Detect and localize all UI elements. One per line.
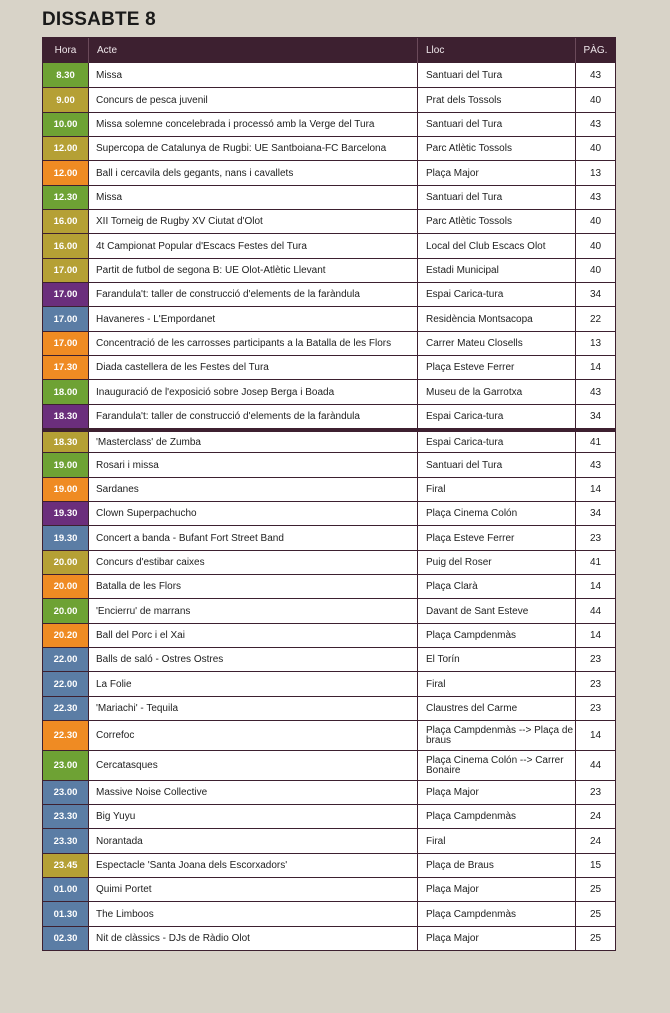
page-cell: 23	[589, 654, 602, 665]
table-row	[43, 926, 615, 950]
location-cell: Claustres del Carme	[418, 697, 576, 720]
location-cell: Parc Atlètic Tossols	[418, 210, 576, 233]
event-cell: Cercatasques	[89, 751, 418, 780]
table-row	[43, 804, 615, 828]
location-cell: Plaça Cinema Colón --> Carrer Bonaire	[418, 751, 576, 780]
page-cell: 23	[589, 678, 602, 690]
table-row	[43, 112, 615, 136]
table-row	[43, 501, 615, 525]
table-row	[43, 355, 615, 379]
time-cell: 20.00	[43, 599, 89, 623]
location-cell: Local del Club Escacs Olot	[418, 234, 576, 258]
location-cell: Santuari del Tura	[418, 63, 576, 87]
event-cell: Big Yuyu	[89, 805, 418, 828]
time-cell: 10.00	[43, 113, 89, 136]
table-row	[43, 379, 615, 404]
table-row	[43, 853, 615, 877]
location-cell: Firal	[418, 478, 576, 501]
table-row	[43, 233, 615, 258]
event-cell: Ball del Porc i el Xai	[89, 624, 418, 647]
time-cell: 23.30	[43, 805, 89, 828]
page-cell: 43	[589, 192, 602, 203]
location-cell: Plaça de Braus	[418, 854, 576, 877]
location-cell: Espai Carica-tura	[418, 283, 576, 306]
location-cell: Prat dels Tossols	[418, 88, 576, 112]
location-cell: Plaça Campdenmàs	[418, 624, 576, 647]
time-cell: 17.00	[43, 259, 89, 282]
location-cell: Carrer Mateu Closells	[418, 332, 576, 355]
location-cell: Espai Carica-tura	[418, 405, 576, 428]
event-cell: Diada castellera de les Festes del Tura	[89, 356, 418, 379]
location-cell: Plaça Clarà	[418, 575, 576, 598]
time-cell: 16.00	[43, 210, 89, 233]
page-cell: 25	[589, 908, 602, 920]
page-cell: 44	[589, 760, 602, 771]
event-cell: Correfoc	[89, 721, 418, 750]
page-cell: 43	[589, 386, 602, 398]
time-cell: 12.00	[43, 137, 89, 160]
page-cell: 23	[589, 532, 602, 544]
event-cell: Nit de clàssics - DJs de Ràdio Olot	[89, 927, 418, 950]
event-cell: Supercopa de Catalunya de Rugbi: UE Santboiana-FC Barcelona	[89, 137, 418, 160]
page-cell: 14	[589, 581, 602, 592]
event-cell: Missa	[89, 63, 418, 87]
page-cell: 14	[589, 484, 602, 495]
page-cell: 24	[589, 811, 602, 822]
time-cell: 12.30	[43, 186, 89, 209]
location-cell: Plaça Major	[418, 927, 576, 950]
location-cell: Firal	[418, 829, 576, 853]
time-cell: 19.00	[43, 478, 89, 501]
event-cell: Rosari i missa	[89, 453, 418, 477]
event-cell: Missa	[89, 186, 418, 209]
event-cell: The Limboos	[89, 902, 418, 926]
page-cell: 41	[589, 557, 602, 568]
header-hora: Hora	[43, 38, 89, 63]
location-cell: Davant de Sant Esteve	[418, 599, 576, 623]
page-cell: 41	[589, 436, 602, 448]
page-cell: 23	[589, 787, 602, 798]
time-cell: 22.00	[43, 672, 89, 696]
event-cell: Partit de futbol de segona B: UE Olot-Atlètic Llevant	[89, 259, 418, 282]
time-cell: 12.00	[43, 161, 89, 185]
location-cell: Santuari del Tura	[418, 453, 576, 477]
event-cell: Farandula't: taller de construcció d'elements de la faràndula	[89, 405, 418, 428]
location-cell: El Torín	[418, 648, 576, 671]
page-cell: 22	[589, 313, 602, 325]
table-row	[43, 428, 615, 452]
table-row	[43, 901, 615, 926]
page-cell: 13	[589, 167, 602, 179]
time-cell: 20.00	[43, 575, 89, 598]
event-cell: Concurs d'estibar caixes	[89, 551, 418, 574]
location-cell: Plaça Esteve Ferrer	[418, 356, 576, 379]
location-cell: Plaça Esteve Ferrer	[418, 526, 576, 550]
event-cell: 'Mariachi' - Tequila	[89, 697, 418, 720]
time-cell: 18.00	[43, 380, 89, 404]
location-cell: Plaça Campdenmàs --> Plaça de braus	[418, 721, 576, 750]
page-cell: 40	[589, 216, 602, 227]
table-row	[43, 185, 615, 209]
table-row	[43, 477, 615, 501]
table-row	[43, 647, 615, 671]
location-cell: Museu de la Garrotxa	[418, 380, 576, 404]
header-lloc: Lloc	[418, 38, 576, 63]
time-cell: 02.30	[43, 927, 89, 950]
page-cell: 43	[589, 459, 602, 471]
page-cell: 25	[589, 933, 602, 944]
table-row	[43, 160, 615, 185]
time-cell: 16.00	[43, 234, 89, 258]
event-cell: 'Encierru' de marrans	[89, 599, 418, 623]
schedule-table	[42, 37, 616, 951]
location-cell: Plaça Major	[418, 781, 576, 804]
location-cell: Plaça Campdenmàs	[418, 902, 576, 926]
page-cell: 40	[589, 240, 602, 252]
location-cell: Puig del Roser	[418, 551, 576, 574]
page-cell: 25	[589, 884, 602, 895]
event-cell: Espectacle 'Santa Joana dels Escorxadors'	[89, 854, 418, 877]
location-cell: Espai Carica-tura	[418, 432, 576, 452]
table-row	[43, 258, 615, 282]
page-cell: 34	[589, 289, 602, 300]
page-cell: 15	[589, 860, 602, 871]
time-cell: 23.00	[43, 751, 89, 780]
event-cell: Farandula't: taller de construcció d'elements de la faràndula	[89, 283, 418, 306]
event-cell: Havaneres - L'Empordanet	[89, 307, 418, 331]
location-cell: Estadi Municipal	[418, 259, 576, 282]
page-cell: 14	[589, 630, 602, 641]
time-cell: 8.30	[43, 63, 89, 87]
event-cell: Sardanes	[89, 478, 418, 501]
time-cell: 23.00	[43, 781, 89, 804]
location-cell: Plaça Cinema Colón	[418, 502, 576, 525]
page-cell: 24	[589, 835, 602, 847]
page-cell: 43	[589, 119, 602, 130]
page-cell: 40	[589, 143, 602, 154]
table-row	[43, 550, 615, 574]
table-row	[43, 780, 615, 804]
page-cell: 34	[589, 508, 602, 519]
table-row	[43, 63, 615, 87]
time-cell: 20.20	[43, 624, 89, 647]
time-cell: 23.30	[43, 829, 89, 853]
time-cell: 01.30	[43, 902, 89, 926]
time-cell: 19.30	[43, 502, 89, 525]
header-acte: Acte	[89, 38, 418, 63]
table-row	[43, 87, 615, 112]
time-cell: 18.30	[43, 405, 89, 428]
location-cell: Parc Atlètic Tossols	[418, 137, 576, 160]
event-cell: 4t Campionat Popular d'Escacs Festes del Tura	[89, 234, 418, 258]
page-cell: 40	[589, 94, 602, 106]
table-row	[43, 574, 615, 598]
time-cell: 19.00	[43, 453, 89, 477]
table-row	[43, 877, 615, 901]
table-row	[43, 598, 615, 623]
page-cell: 14	[589, 362, 602, 373]
event-cell: Concurs de pesca juvenil	[89, 88, 418, 112]
location-cell: Plaça Major	[418, 161, 576, 185]
time-cell: 22.30	[43, 697, 89, 720]
table-row	[43, 623, 615, 647]
event-cell: Missa solemne concelebrada i processó amb la Verge del Tura	[89, 113, 418, 136]
table-row	[43, 696, 615, 720]
event-cell: Concentració de les carrosses participants a la Batalla de les Flors	[89, 332, 418, 355]
location-cell: Santuari del Tura	[418, 186, 576, 209]
page-title: DISSABTE 8	[42, 9, 156, 30]
event-cell: Inauguració de l'exposició sobre Josep Berga i Boada	[89, 380, 418, 404]
table-row	[43, 750, 615, 780]
event-cell: Batalla de les Flors	[89, 575, 418, 598]
time-cell: 23.45	[43, 854, 89, 877]
event-cell: 'Masterclass' de Zumba	[89, 432, 418, 452]
page-cell: 40	[589, 265, 602, 276]
event-cell: La Folie	[89, 672, 418, 696]
page-cell: 44	[589, 605, 602, 617]
time-cell: 17.00	[43, 283, 89, 306]
time-cell: 17.00	[43, 332, 89, 355]
page-cell: 23	[589, 703, 602, 714]
page-cell: 13	[589, 338, 602, 349]
page-cell: 14	[589, 730, 602, 741]
table-row	[43, 136, 615, 160]
page-cell: 34	[589, 411, 602, 422]
table-header	[43, 38, 615, 63]
time-cell: 17.00	[43, 307, 89, 331]
header-pag: PÀG.	[583, 45, 608, 56]
table-row	[43, 306, 615, 331]
table-row	[43, 525, 615, 550]
time-cell: 9.00	[43, 88, 89, 112]
table-row	[43, 671, 615, 696]
location-cell: Santuari del Tura	[418, 113, 576, 136]
event-cell: Clown Superpachucho	[89, 502, 418, 525]
event-cell: Massive Noise Collective	[89, 781, 418, 804]
location-cell: Plaça Campdenmàs	[418, 805, 576, 828]
location-cell: Firal	[418, 672, 576, 696]
table-row	[43, 452, 615, 477]
table-row	[43, 331, 615, 355]
event-cell: Ball i cercavila dels gegants, nans i cavallets	[89, 161, 418, 185]
page-cell: 43	[589, 69, 602, 81]
time-cell: 22.30	[43, 721, 89, 750]
time-cell: 20.00	[43, 551, 89, 574]
event-cell: Concert a banda - Bufant Fort Street Band	[89, 526, 418, 550]
time-cell: 19.30	[43, 526, 89, 550]
time-cell: 17.30	[43, 356, 89, 379]
table-row	[43, 828, 615, 853]
table-row	[43, 282, 615, 306]
event-cell: Quimi Portet	[89, 878, 418, 901]
time-cell: 01.00	[43, 878, 89, 901]
time-cell: 18.30	[43, 432, 89, 452]
event-cell: XII Torneig de Rugby XV Ciutat d'Olot	[89, 210, 418, 233]
table-row	[43, 720, 615, 750]
event-cell: Norantada	[89, 829, 418, 853]
table-row	[43, 209, 615, 233]
location-cell: Residència Montsacopa	[418, 307, 576, 331]
table-row	[43, 404, 615, 428]
table-body	[43, 63, 615, 950]
event-cell: Balls de saló - Ostres Ostres	[89, 648, 418, 671]
location-cell: Plaça Major	[418, 878, 576, 901]
time-cell: 22.00	[43, 648, 89, 671]
